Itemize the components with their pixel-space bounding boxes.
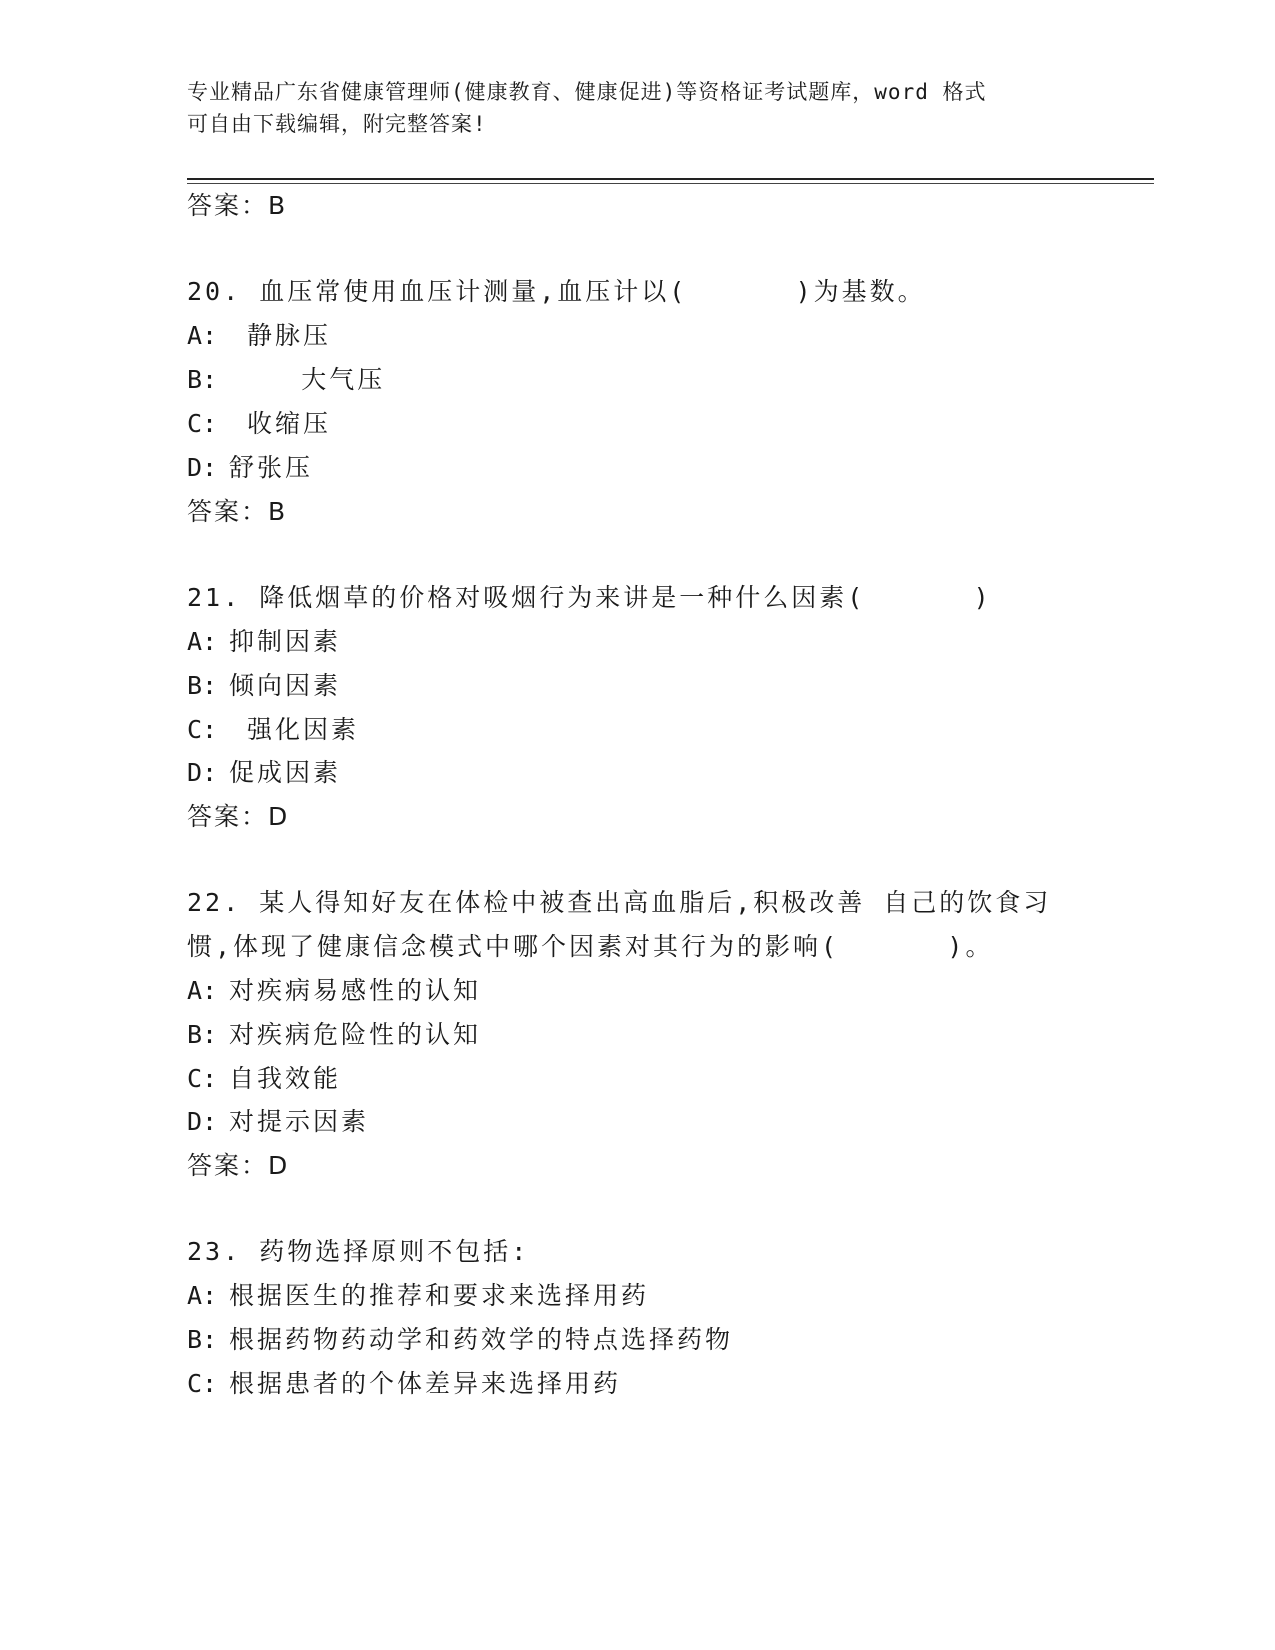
option-text: 根据医生的推荐和要求来选择用药 xyxy=(229,1281,650,1310)
option-text: 对疾病易感性的认知 xyxy=(229,976,482,1005)
option-label: D: xyxy=(187,758,218,787)
option-label: B: xyxy=(187,1020,218,1049)
option-text: 静脉压 xyxy=(229,321,332,350)
option-c xyxy=(187,710,359,746)
question-stem-line-1: 22. 某人得知好友在体检中被查出高血脂后,积极改善 自己的饮食习 xyxy=(187,888,1052,917)
answer-21: 答案：D xyxy=(187,802,290,831)
option-b xyxy=(187,666,341,702)
option-label: D: xyxy=(187,1107,218,1136)
option-text: 促成因素 xyxy=(229,758,342,787)
question-stem: 23. 药物选择原则不包括: xyxy=(187,1237,530,1266)
option-label: A: xyxy=(187,321,218,350)
option-text: 对提示因素 xyxy=(229,1107,370,1136)
header-divider-thin xyxy=(187,183,1154,184)
question-stem: 20. 血压常使用血压计测量,血压计以( )为基数。 xyxy=(187,277,926,306)
option-label: C: xyxy=(187,715,218,744)
option-c xyxy=(187,1059,341,1095)
header-line-2: 可自由下载编辑，附完整答案! xyxy=(187,112,487,136)
option-text: 抑制因素 xyxy=(229,627,342,656)
option-d xyxy=(187,448,313,484)
option-a xyxy=(187,1276,649,1312)
option-c xyxy=(187,404,331,440)
option-d xyxy=(187,753,341,789)
option-label: B: xyxy=(187,365,218,394)
option-a xyxy=(187,622,341,658)
option-label: C: xyxy=(187,1064,218,1093)
option-text: 根据患者的个体差异来选择用药 xyxy=(229,1369,622,1398)
option-text: 倾向因素 xyxy=(229,671,342,700)
option-text: 自我效能 xyxy=(229,1064,342,1093)
option-b xyxy=(187,360,385,396)
question-stem-line-2: 惯,体现了健康信念模式中哪个因素对其行为的影响( )。 xyxy=(187,932,994,961)
option-label: A: xyxy=(187,1281,218,1310)
option-label: C: xyxy=(187,1369,218,1398)
option-b xyxy=(187,1015,481,1051)
option-label: B: xyxy=(187,671,218,700)
option-d xyxy=(187,1102,369,1138)
option-label: A: xyxy=(187,627,218,656)
option-text: 舒张压 xyxy=(229,453,314,482)
option-a xyxy=(187,971,481,1007)
option-a xyxy=(187,316,331,352)
option-text: 大气压 xyxy=(229,365,386,394)
option-label: B: xyxy=(187,1325,218,1354)
option-text: 收缩压 xyxy=(229,409,332,438)
header-line-1: 专业精品广东省健康管理师(健康教育、健康促进)等资格证考试题库，word 格式 xyxy=(187,80,987,104)
option-c xyxy=(187,1364,621,1400)
option-text: 根据药物药动学和药效学的特点选择药物 xyxy=(229,1325,734,1354)
option-b xyxy=(187,1320,733,1356)
answer-19: 答案：B xyxy=(187,191,288,220)
option-label: A: xyxy=(187,976,218,1005)
option-text: 对疾病危险性的认知 xyxy=(229,1020,482,1049)
answer-22: 答案：D xyxy=(187,1151,290,1180)
option-label: C: xyxy=(187,409,218,438)
answer-20: 答案：B xyxy=(187,497,288,526)
option-label: D: xyxy=(187,453,218,482)
question-stem: 21. 降低烟草的价格对吸烟行为来讲是一种什么因素( ) xyxy=(187,583,992,612)
header-divider-thick xyxy=(187,178,1154,180)
option-text: 强化因素 xyxy=(229,715,360,744)
